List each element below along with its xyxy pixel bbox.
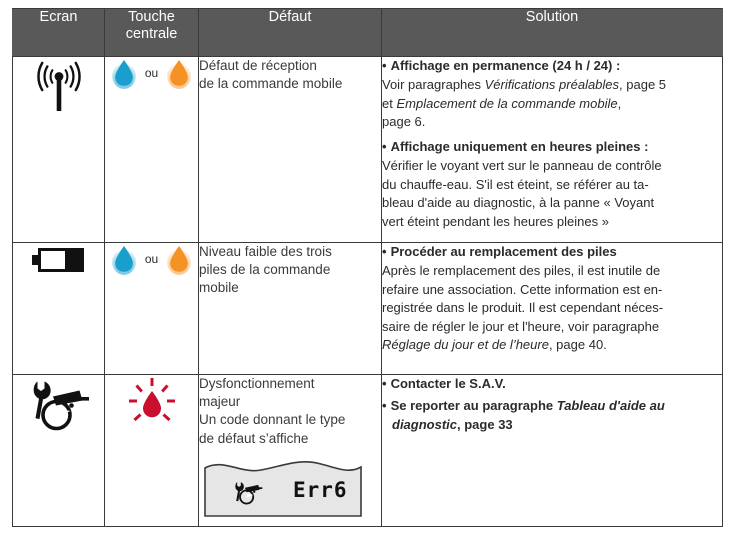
defaut-line: piles de la commande [199,262,331,278]
table-row [13,375,723,527]
lcd-error-code: Err6 [293,477,348,502]
table-body [13,57,723,527]
solution-line: vert éteint pendant les heures pleines » [382,213,609,229]
solution-line: Voir paragraphes Vérifications préalables, page 5 [382,77,667,93]
solution-item-tail: , page 33 [457,416,513,432]
solution-item-text: Contacter le S.A.V. [390,376,506,391]
defaut-line: mobile [199,280,239,296]
solution-heading-text: Affichage en permanence (24 h / 24) : [390,58,621,73]
bullet-icon: • [382,376,387,391]
cell-solution-row1 [382,57,723,243]
cell-touche-row1 [105,57,199,243]
cell-solution-row2 [382,243,723,375]
solution-item-ref: Tableau d'aide au diagnostic [392,398,665,432]
cell-defaut-row3 [199,375,382,527]
solution-line: Après le remplacement des piles, il est inutile de [382,263,661,279]
solution-line: bleau d'aide au diagnostic, à la panne « Voyant [382,195,655,211]
defaut-line: de défaut s’affiche [199,430,309,446]
solution-item [382,397,722,434]
cell-ecran-row1 [13,57,105,243]
table-header [13,9,723,57]
table-header-row [13,9,723,57]
column-header-touche: Touche centrale [105,9,199,57]
solution-line: refaire une association. Cette information est en- [382,281,663,297]
table-row [13,243,723,375]
cell-touche-row2 [105,243,199,375]
solution-block [382,57,722,132]
orange-droplet-icon [167,57,191,89]
solution-line: registrée dans le produit. Il est cependant néces- [382,300,664,316]
droplet-pair [105,243,198,275]
defaut-line: Dysfonctionnement [199,376,315,391]
column-header-solution: Solution [382,9,723,57]
defaut-line: Un code donnant le type [199,412,346,428]
separator-label: ou [144,66,159,80]
bullet-icon: • [382,58,387,73]
solution-line: saire de régler le jour et l'heure, voir paragraphe [382,318,660,334]
solution-heading-text: Affichage uniquement en heures pleines : [390,138,649,154]
solution-line: Réglage du jour et de l’heure, page 40. [382,337,607,353]
cell-touche-row3 [105,375,199,527]
solution-heading [382,243,722,261]
solution-heading [382,57,722,75]
bullet-icon: • [382,244,387,259]
table-row [13,57,723,243]
bullet-icon: • [382,138,387,154]
cell-ecran-row3 [13,375,105,527]
defaut-line: de la commande mobile [199,76,343,92]
solution-line: du chauffe-eau. S'il est éteint, se référer au ta- [382,176,649,192]
red-blinking-droplet-icon [124,375,180,429]
cell-solution-row3 [382,375,723,527]
solution-line: et Emplacement de la commande mobile, [382,95,622,111]
column-header-defaut: Défaut [199,9,382,57]
defaut-line: Niveau faible des trois [199,244,332,259]
orange-droplet-icon [167,243,191,275]
solution-line: page 6. [382,114,426,130]
defaut-line: majeur [199,394,241,410]
battery-low-icon [30,243,88,277]
cell-ecran-row2 [13,243,105,375]
antenna-signal-icon [28,57,90,119]
separator-label: ou [144,252,159,266]
droplet-pair [105,57,198,89]
solution-heading-text: Procéder au remplacement des piles [390,244,617,259]
solution-line: Vérifier le voyant vert sur le panneau de contrôle [382,158,662,174]
solution-block [382,243,722,355]
column-header-ecran: Ecran [13,9,105,57]
troubleshooting-table [12,8,723,527]
lcd-display [203,458,363,518]
wrench-technician-icon [24,375,94,431]
blue-droplet-icon [112,243,136,275]
defaut-line: Défaut de réception [199,58,317,73]
bullet-icon: • [382,398,387,414]
solution-item [382,375,722,393]
solution-item-text: Se reporter au paragraphe [390,398,557,414]
cell-defaut-row2 [199,243,382,375]
cell-defaut-row1 [199,57,382,243]
solution-block [382,138,722,231]
solution-heading [382,138,722,156]
lcd-wrench-icon [233,480,263,511]
blue-droplet-icon [112,57,136,89]
